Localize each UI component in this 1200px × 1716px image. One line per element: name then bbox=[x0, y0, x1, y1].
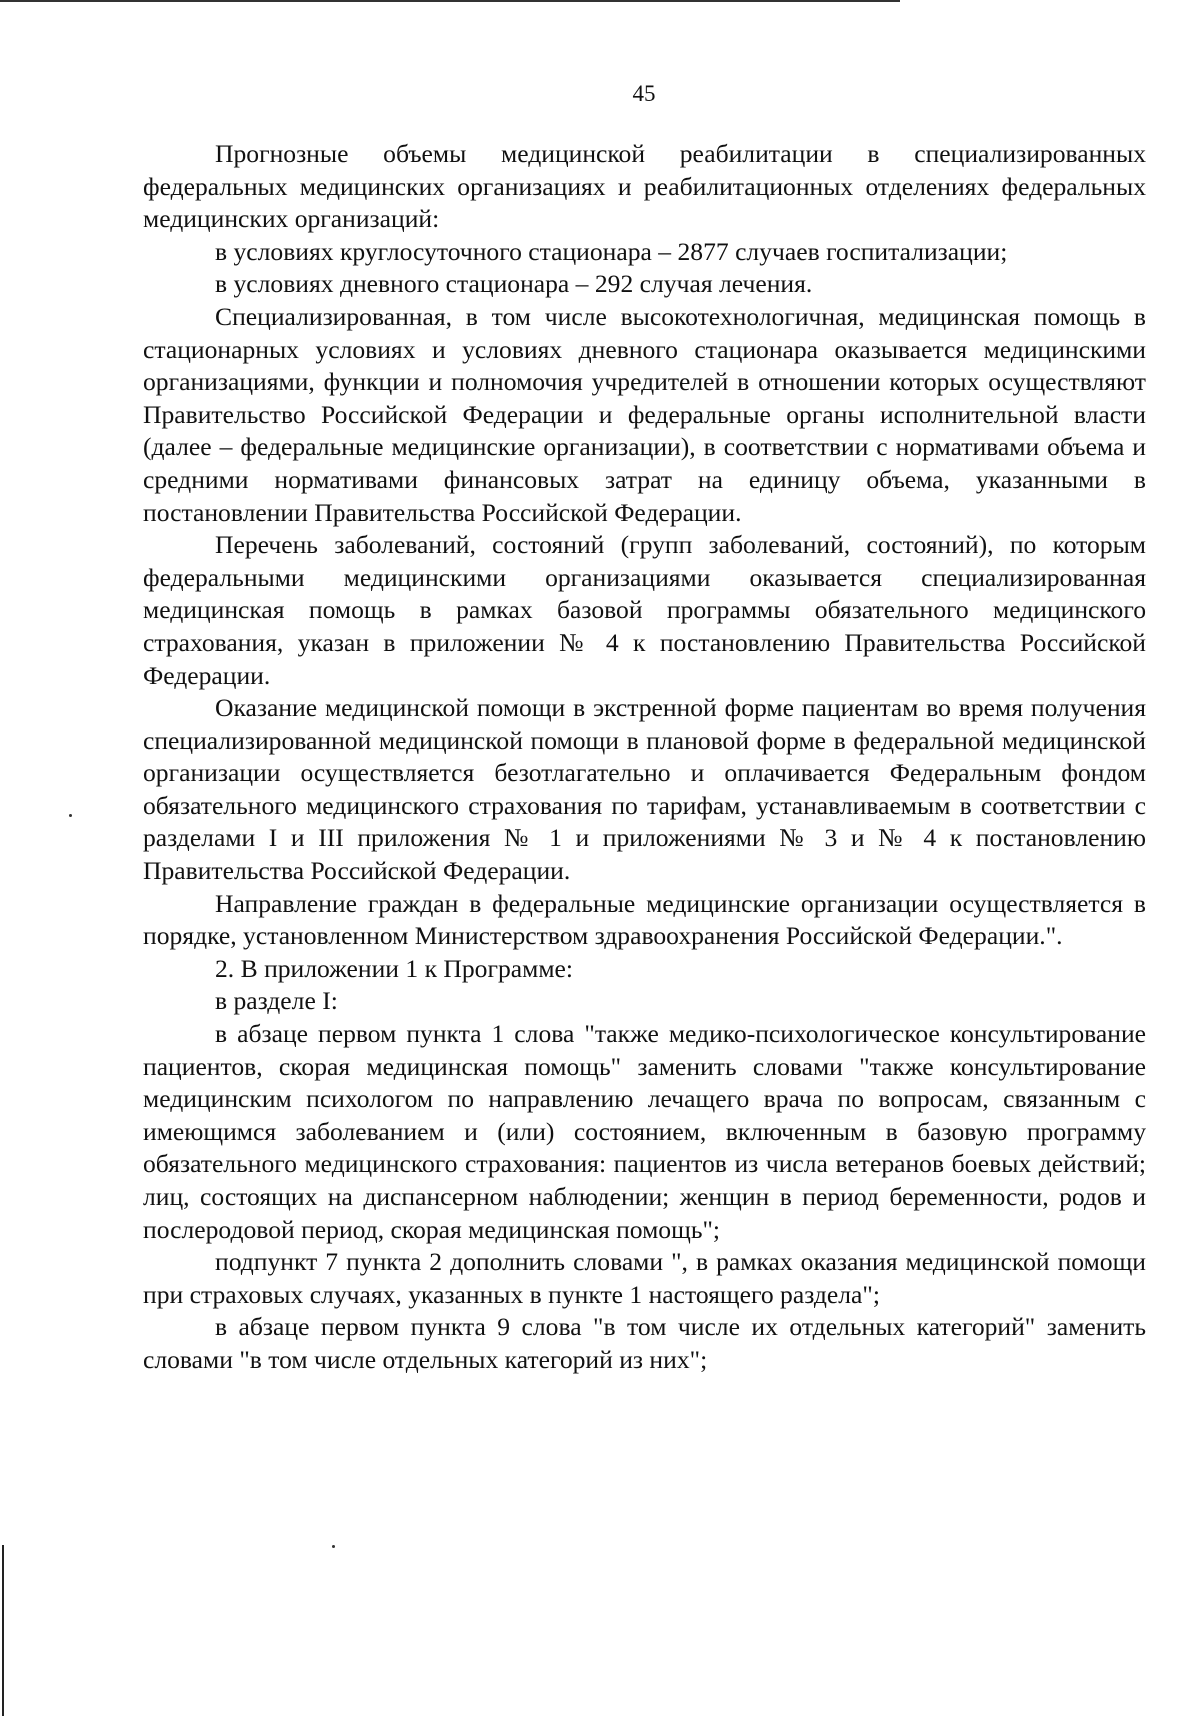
scan-speck bbox=[69, 814, 72, 817]
scan-speck bbox=[332, 1545, 335, 1548]
paragraph-referral: Направление граждан в федеральные медицинские организации осуществляется в порядке, установленном Министерством здравоохранения Российской Федерации.". bbox=[143, 888, 1146, 951]
paragraph-specialized-care: Специализированная, в том числе высокотехнологичная, медицинская помощь в стационарных условиях и условиях дневного стационара оказывается медицинскими организациями, функции и полномочия учредителей в отношении которых осуществляют Правительство Российской Федерации и федеральные органы исполнительной власти (далее – федеральные медицинские организации), в соответствии с нормативами объема и средними нормативами финансовых затрат на единицу объема, указанными в постановлении Правительства Российской Федерации. bbox=[143, 301, 1146, 527]
paragraph-section-1: в разделе I: bbox=[215, 986, 338, 1016]
paragraph-day-hospital: в условиях дневного стационара – 292 случая лечения. bbox=[215, 269, 813, 299]
scan-edge-left bbox=[2, 1545, 4, 1716]
paragraph-disease-list: Перечень заболеваний, состояний (групп заболеваний, состояний), по которым федеральными медицинскими организациями оказывается специализированная медицинская помощь в рамках базовой программы обязательного медицинского страхования, указан в приложении № 4 к постановлению Правительства Российской Федерации. bbox=[143, 530, 1146, 690]
paragraph-emergency-care: Оказание медицинской помощи в экстренной форме пациентам во время получения специализированной медицинской помощи в плановой форме в федеральной медицинской организации осуществляется безотлагательно и оплачивается Федеральным фондом обязательного медицинского страхования по тарифам, устанавливаемым в соответствии с разделами I и III приложения № 1 и приложениями № 3 и № 4 к постановлению Правительства Российской Федерации. bbox=[143, 693, 1146, 886]
scan-edge-top bbox=[0, 0, 900, 2]
paragraph-point-9-amendment: в абзаце первом пункта 9 слова "в том числе их отдельных категорий" заменить словами "в том числе отдельных категорий из них"; bbox=[143, 1312, 1146, 1374]
paragraph-round-the-clock: в условиях круглосуточного стационара – 2877 случаев госпитализации; bbox=[215, 236, 1008, 266]
paragraph-rehab-volumes: Прогнозные объемы медицинской реабилитации в специализированных федеральных медицинских организациях и реабилитационных отделениях федеральных медицинских организаций: bbox=[143, 139, 1146, 234]
page-number: 45 bbox=[632, 81, 656, 106]
paragraph-point-1-amendment: в абзаце первом пункта 1 слова "также медико-психологическое консультирование пациентов, скорая медицинская помощь" заменить словами "также консультирование медицинским психологом по направлению лечащего врача по вопросам, связанным с имеющимся заболеванием и (или) состоянием, включенным в базовую программу обязательного медицинского страхования: пациентов из числа ветеранов боевых действий; лиц, состоящих на диспансерном наблюдении; женщин в период беременности, родов и послеродовой период, скорая медицинская помощь"; bbox=[143, 1019, 1146, 1244]
document-body bbox=[143, 138, 1146, 1377]
paragraph-subpoint-7-amendment: подпункт 7 пункта 2 дополнить словами ", в рамках оказания медицинской помощи при страховых случаях, указанных в пункте 1 настоящего раздела"; bbox=[143, 1247, 1146, 1309]
paragraph-appendix-1: 2. В приложении 1 к Программе: bbox=[215, 953, 573, 983]
